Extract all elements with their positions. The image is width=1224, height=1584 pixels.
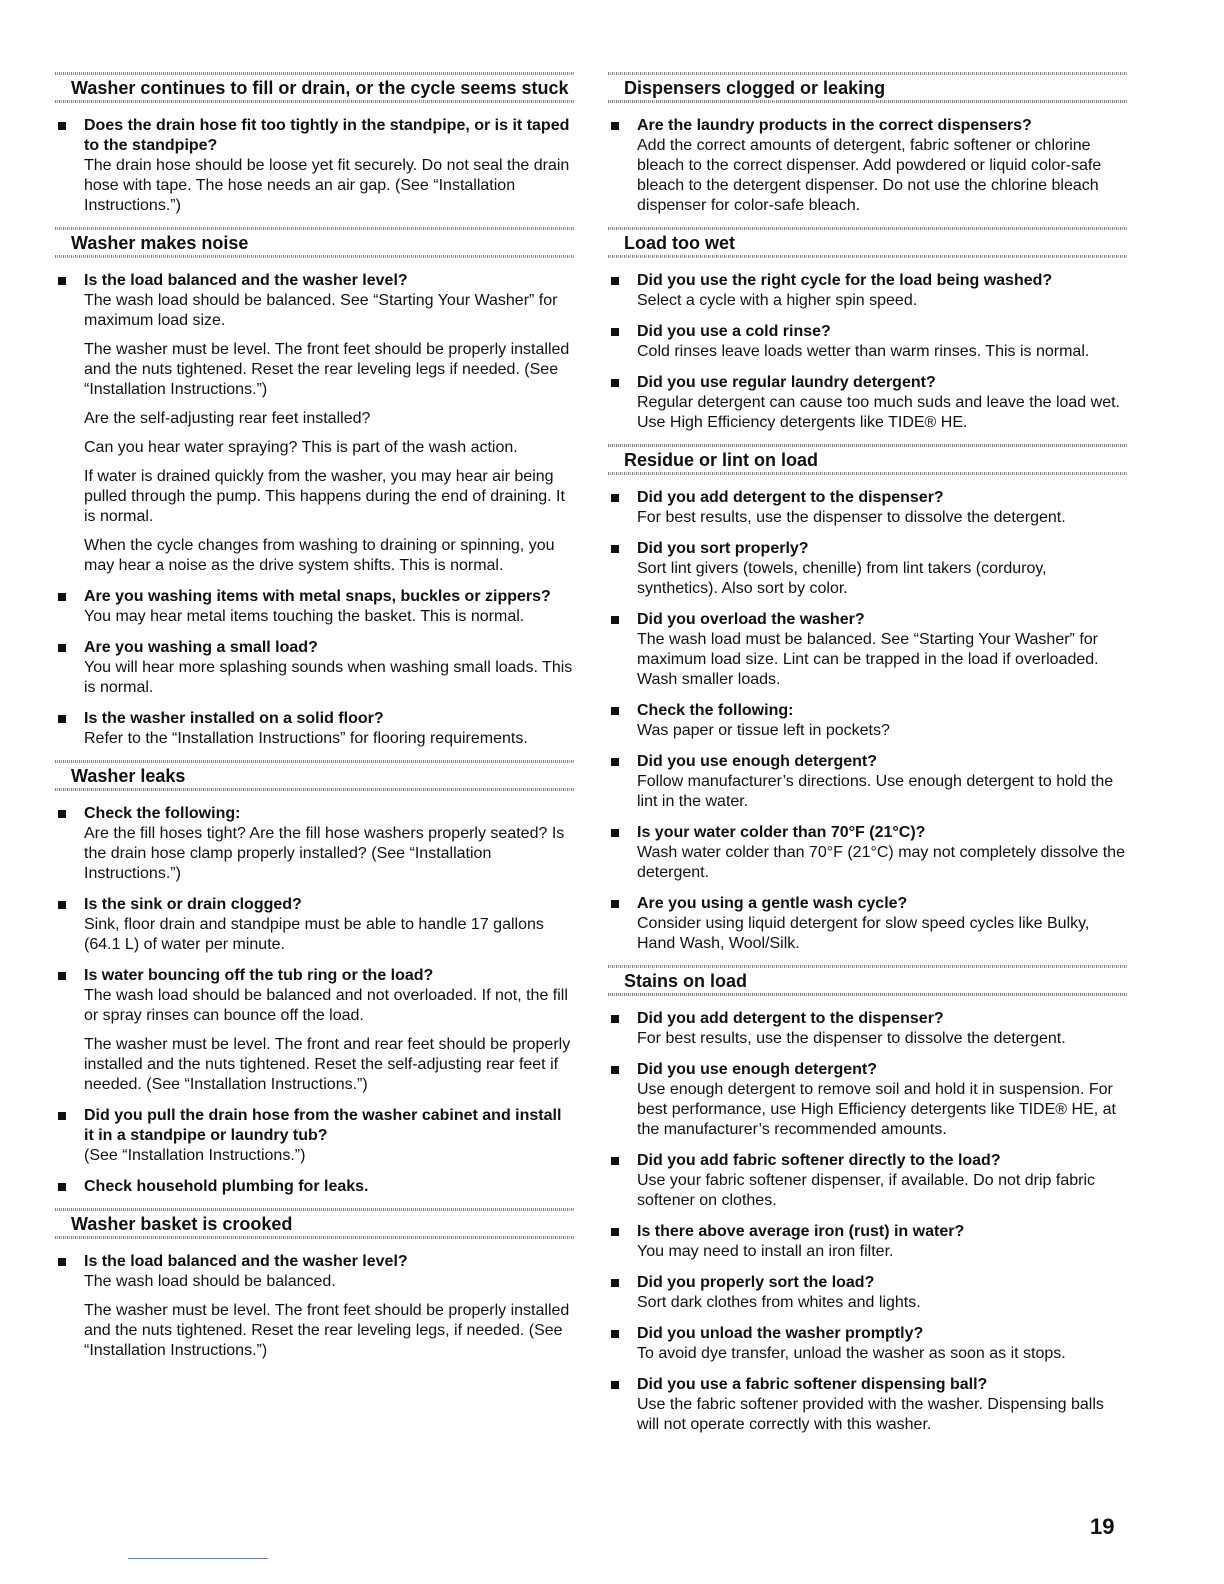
troubleshooting-item — [608, 752, 1128, 812]
section-rule-top — [608, 227, 1128, 230]
item-question: Did you add fabric softener directly to the load? — [637, 1152, 1001, 1169]
right-column — [608, 72, 1128, 1446]
troubleshooting-item — [55, 966, 575, 1095]
section-items — [608, 1009, 1128, 1435]
item-answer: To avoid dye transfer, unload the washer as soon as it stops. — [637, 1345, 1066, 1362]
troubleshooting-item — [608, 823, 1128, 883]
troubleshooting-item — [608, 539, 1128, 599]
item-answer: Can you hear water spraying? This is part of the wash action. — [84, 439, 518, 456]
item-answer: When the cycle changes from washing to draining or spinning, you may hear a noise as the drive system shifts. This is normal. — [84, 537, 555, 574]
section-rule-bottom — [55, 255, 575, 258]
troubleshooting-section — [608, 72, 1128, 216]
square-bullet-icon — [611, 900, 619, 908]
item-question: Check the following: — [637, 702, 794, 719]
item-question: Check the following: — [84, 805, 241, 822]
item-question: Did you overload the washer? — [637, 611, 865, 628]
item-question: Did you sort properly? — [637, 540, 809, 557]
square-bullet-icon — [611, 277, 619, 285]
left-column — [55, 72, 575, 1372]
troubleshooting-item — [608, 1324, 1128, 1364]
troubleshooting-item — [55, 1177, 575, 1197]
item-answer: (See “Installation Instructions.”) — [84, 1147, 306, 1164]
item-answer: For best results, use the dispenser to dissolve the detergent. — [637, 1030, 1066, 1047]
section-rule-bottom — [55, 788, 575, 791]
troubleshooting-item — [55, 638, 575, 698]
item-question: Did you use a fabric softener dispensing ball? — [637, 1376, 988, 1393]
item-answer: The wash load should be balanced. See “Starting Your Washer” for maximum load size. — [84, 292, 558, 329]
item-answer: Cold rinses leave loads wetter than warm rinses. This is normal. — [637, 343, 1090, 360]
section-rule-bottom — [608, 255, 1128, 258]
section-rule-top — [608, 72, 1128, 75]
square-bullet-icon — [611, 829, 619, 837]
square-bullet-icon — [58, 901, 66, 909]
square-bullet-icon — [611, 545, 619, 553]
section-rule-top — [55, 227, 575, 230]
section-rule-bottom — [55, 100, 575, 103]
item-answer: Add the correct amounts of detergent, fabric softener or chlorine bleach to the correct dispenser. Add powdered or liquid color-safe bleach to the detergent dispenser. Do not use the chlorine bleach dispenser for color-safe bleach. — [637, 137, 1102, 214]
section-rule-top — [55, 72, 575, 75]
item-question: Is your water colder than 70°F (21°C)? — [637, 824, 926, 841]
square-bullet-icon — [611, 1228, 619, 1236]
square-bullet-icon — [58, 1183, 66, 1191]
item-question: Are you washing items with metal snaps, buckles or zippers? — [84, 588, 551, 605]
square-bullet-icon — [58, 810, 66, 818]
section-title: Stains on load — [624, 971, 748, 991]
troubleshooting-item — [55, 1106, 575, 1166]
square-bullet-icon — [58, 1258, 66, 1266]
section-title: Dispensers clogged or leaking — [624, 78, 886, 98]
item-question: Is there above average iron (rust) in water? — [637, 1223, 965, 1240]
square-bullet-icon — [611, 328, 619, 336]
section-items — [55, 271, 575, 749]
section-items — [608, 116, 1128, 216]
item-answer: Sort lint givers (towels, chenille) from lint takers (corduroy, synthetics). Also sort by color. — [637, 560, 1047, 597]
item-answer: Follow manufacturer’s directions. Use enough detergent to hold the lint in the water. — [637, 773, 1114, 810]
item-question: Did you use a cold rinse? — [637, 323, 831, 340]
section-items — [55, 1252, 575, 1361]
item-question: Is the load balanced and the washer level? — [84, 272, 408, 289]
item-answer: Use your fabric softener dispenser, if available. Do not drip fabric softener on clothes. — [637, 1172, 1096, 1209]
item-question: Does the drain hose fit too tightly in the standpipe, or is it taped to the standpipe? — [84, 117, 570, 154]
item-answer: The wash load must be balanced. See “Starting Your Washer” for maximum load size. Lint can be trapped in the load if overloaded. Wash smaller loads. — [637, 631, 1099, 688]
section-items — [608, 271, 1128, 433]
item-answer: Was paper or tissue left in pockets? — [637, 722, 890, 739]
troubleshooting-item — [55, 587, 575, 627]
troubleshooting-item — [55, 1252, 575, 1361]
item-answer: For best results, use the dispenser to dissolve the detergent. — [637, 509, 1066, 526]
item-answer: Use the fabric softener provided with the washer. Dispensing balls will not operate correctly with this washer. — [637, 1396, 1104, 1433]
item-question: Did you use the right cycle for the load being washed? — [637, 272, 1053, 289]
item-question: Did you properly sort the load? — [637, 1274, 875, 1291]
item-answer: Regular detergent can cause too much suds and leave the load wet. Use High Efficiency detergents like TIDE® HE. — [637, 394, 1120, 431]
troubleshooting-item — [608, 373, 1128, 433]
troubleshooting-item — [608, 1222, 1128, 1262]
item-answer: Are the self-adjusting rear feet installed? — [84, 410, 371, 427]
square-bullet-icon — [611, 1330, 619, 1338]
item-answer: Refer to the “Installation Instructions” for flooring requirements. — [84, 730, 528, 747]
section-rule-bottom — [608, 472, 1128, 475]
troubleshooting-item — [608, 271, 1128, 311]
page-number: 19 — [1090, 1514, 1115, 1539]
troubleshooting-item — [608, 1009, 1128, 1049]
troubleshooting-item — [608, 894, 1128, 954]
square-bullet-icon — [611, 758, 619, 766]
item-answer: The washer must be level. The front and rear feet should be properly installed and the nuts tightened. Reset the self-adjusting rear feet if needed. (See “Installation Instructions.”) — [84, 1036, 571, 1093]
section-items — [608, 488, 1128, 954]
square-bullet-icon — [611, 1381, 619, 1389]
item-answer: If water is drained quickly from the washer, you may hear air being pulled through the pump. This happens during the end of draining. It is normal. — [84, 468, 565, 525]
troubleshooting-item — [608, 1273, 1128, 1313]
item-answer: Sink, floor drain and standpipe must be able to handle 17 gallons (64.1 L) of water per minute. — [84, 916, 544, 953]
square-bullet-icon — [611, 616, 619, 624]
troubleshooting-item — [608, 1060, 1128, 1140]
item-question: Are you washing a small load? — [84, 639, 318, 656]
square-bullet-icon — [611, 122, 619, 130]
section-items — [55, 804, 575, 1197]
square-bullet-icon — [58, 972, 66, 980]
troubleshooting-section — [608, 965, 1128, 1435]
troubleshooting-item — [608, 116, 1128, 216]
item-question: Are you using a gentle wash cycle? — [637, 895, 908, 912]
troubleshooting-section — [55, 72, 575, 216]
troubleshooting-section — [55, 227, 575, 749]
square-bullet-icon — [611, 1015, 619, 1023]
square-bullet-icon — [611, 379, 619, 387]
troubleshooting-item — [608, 1375, 1128, 1435]
item-answer: You will hear more splashing sounds when washing small loads. This is normal. — [84, 659, 573, 696]
item-answer: The wash load should be balanced and not overloaded. If not, the fill or spray rinses can bounce off the load. — [84, 987, 568, 1024]
troubleshooting-item — [608, 322, 1128, 362]
item-question: Are the laundry products in the correct dispensers? — [637, 117, 1032, 134]
item-answer: The wash load should be balanced. — [84, 1273, 336, 1290]
section-title: Load too wet — [624, 233, 735, 253]
item-question: Did you add detergent to the dispenser? — [637, 489, 944, 506]
item-answer: Consider using liquid detergent for slow speed cycles like Bulky, Hand Wash, Wool/Silk. — [637, 915, 1090, 952]
troubleshooting-item — [608, 610, 1128, 690]
item-answer: The washer must be level. The front feet should be properly installed and the nuts tightened. Reset the rear leveling legs if needed. (See “Installation Instructions.”) — [84, 341, 570, 398]
section-rule-bottom — [55, 1236, 575, 1239]
item-answer: The washer must be level. The front feet should be properly installed and the nuts tightened. Reset the rear leveling legs, if needed. (See “Installation Instructions.”) — [84, 1302, 570, 1359]
section-rule-top — [608, 444, 1128, 447]
item-question: Did you use regular laundry detergent? — [637, 374, 936, 391]
section-title: Washer makes noise — [71, 233, 249, 253]
item-answer: You may hear metal items touching the basket. This is normal. — [84, 608, 525, 625]
troubleshooting-section — [55, 760, 575, 1197]
item-answer: Select a cycle with a higher spin speed. — [637, 292, 918, 309]
item-answer: Sort dark clothes from whites and lights. — [637, 1294, 921, 1311]
item-answer: Are the fill hoses tight? Are the fill hose washers properly seated? Is the drain hose clamp properly installed? (See “Installation Instructions.”) — [84, 825, 565, 882]
item-question: Is water bouncing off the tub ring or the load? — [84, 967, 434, 984]
item-answer: The drain hose should be loose yet fit securely. Do not seal the drain hose with tape. The hose needs an air gap. (See “Installation Instructions.”) — [84, 157, 570, 214]
square-bullet-icon — [58, 644, 66, 652]
section-rule-bottom — [608, 100, 1128, 103]
square-bullet-icon — [58, 593, 66, 601]
troubleshooting-item — [55, 116, 575, 216]
section-rule-top — [55, 760, 575, 763]
troubleshooting-item — [608, 488, 1128, 528]
item-question: Check household plumbing for leaks. — [84, 1178, 369, 1195]
troubleshooting-item — [608, 1151, 1128, 1211]
item-question: Did you pull the drain hose from the washer cabinet and install it in a standpipe or laundry tub? — [84, 1107, 562, 1144]
square-bullet-icon — [58, 277, 66, 285]
troubleshooting-section — [608, 444, 1128, 954]
item-question: Is the washer installed on a solid floor? — [84, 710, 384, 727]
square-bullet-icon — [58, 715, 66, 723]
troubleshooting-section — [608, 227, 1128, 433]
square-bullet-icon — [611, 494, 619, 502]
square-bullet-icon — [611, 1157, 619, 1165]
section-rule-top — [55, 1208, 575, 1211]
item-question: Did you add detergent to the dispenser? — [637, 1010, 944, 1027]
square-bullet-icon — [58, 122, 66, 130]
troubleshooting-item — [55, 271, 575, 576]
troubleshooting-item — [55, 709, 575, 749]
square-bullet-icon — [611, 1066, 619, 1074]
troubleshooting-section — [55, 1208, 575, 1361]
section-title: Washer basket is crooked — [71, 1214, 293, 1234]
square-bullet-icon — [58, 1112, 66, 1120]
section-title: Washer leaks — [71, 766, 186, 786]
item-question: Is the load balanced and the washer level? — [84, 1253, 408, 1270]
item-question: Did you use enough detergent? — [637, 753, 878, 770]
item-question: Did you unload the washer promptly? — [637, 1325, 924, 1342]
square-bullet-icon — [611, 1279, 619, 1287]
item-answer: You may need to install an iron filter. — [637, 1243, 894, 1260]
section-title: Washer continues to fill or drain, or the cycle seems stuck — [71, 78, 569, 98]
section-rule-bottom — [608, 993, 1128, 996]
item-answer: Wash water colder than 70°F (21°C) may not completely dissolve the detergent. — [637, 844, 1125, 881]
footer-rule — [128, 1558, 268, 1559]
troubleshooting-item — [55, 895, 575, 955]
item-answer: Use enough detergent to remove soil and hold it in suspension. For best performance, use High Efficiency detergents like TIDE® HE, at the manufacturer’s recommended amounts. — [637, 1081, 1116, 1138]
troubleshooting-item — [55, 804, 575, 884]
item-question: Did you use enough detergent? — [637, 1061, 878, 1078]
section-title: Residue or lint on load — [624, 450, 819, 470]
troubleshooting-item — [608, 701, 1128, 741]
section-items — [55, 116, 575, 216]
section-rule-top — [608, 965, 1128, 968]
square-bullet-icon — [611, 707, 619, 715]
item-question: Is the sink or drain clogged? — [84, 896, 302, 913]
